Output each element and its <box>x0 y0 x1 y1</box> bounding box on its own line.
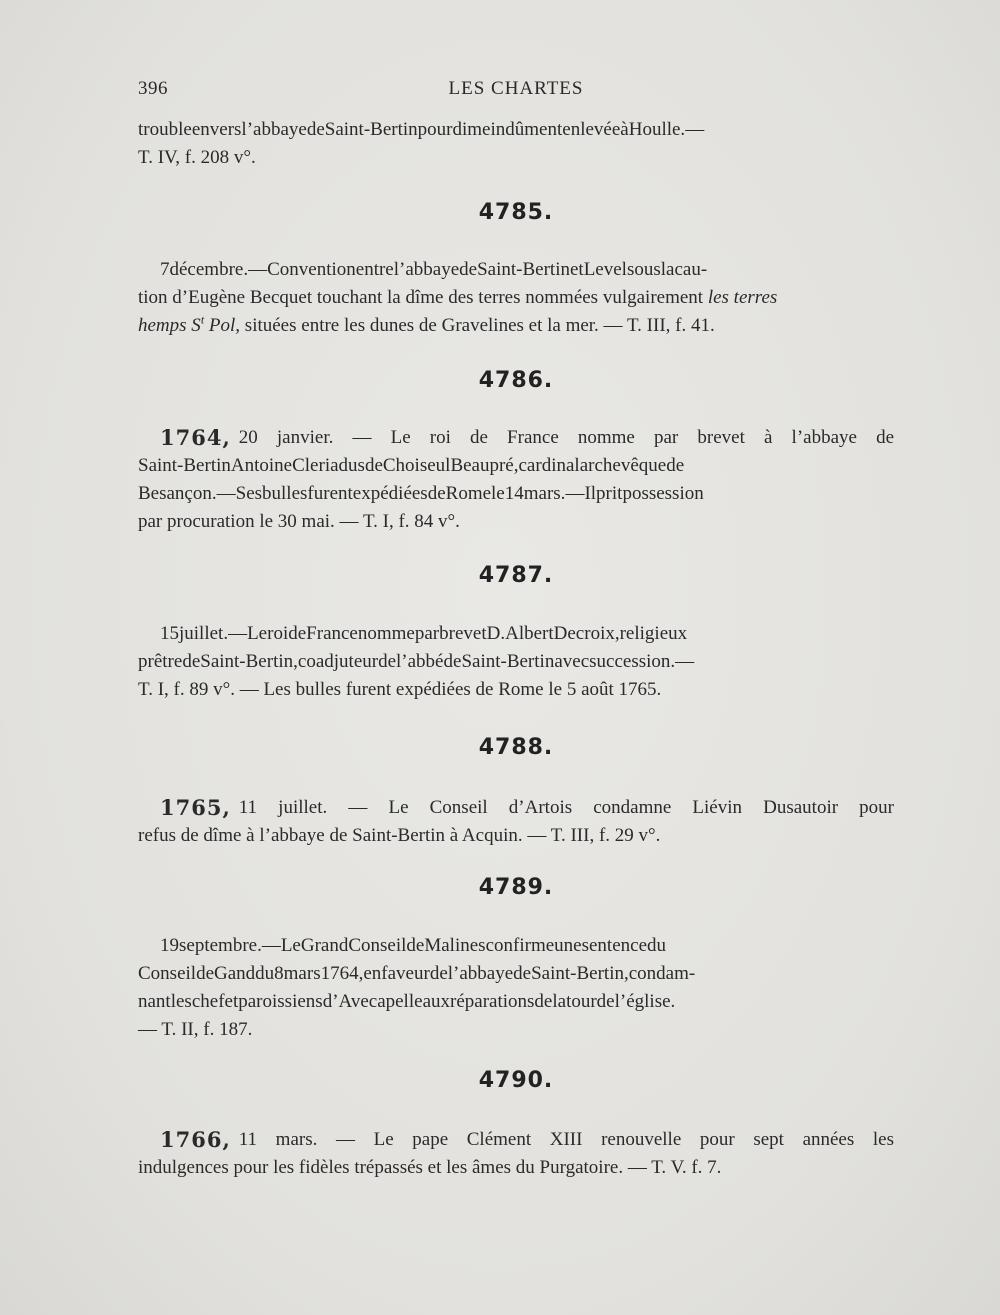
text-line: Saint-BertinAntoineCleriadusdeChoiseulBeaupré,cardinalarchevêquede <box>138 455 685 476</box>
text-line: par procuration le 30 mai. — T. I, f. 84 v°. <box>138 511 460 532</box>
text-line <box>138 424 894 452</box>
text-line <box>138 284 894 312</box>
page-number: 396 <box>138 78 168 99</box>
entry-number-4785: 4785. <box>478 200 554 225</box>
text-fragment: 11 juillet. — Le Conseil d’Artois condamne Liévin Dusautoir pour <box>238 797 894 818</box>
running-title: LES CHARTES <box>448 78 584 99</box>
entry-text-4790 <box>138 1126 894 1182</box>
text-fragment: 20 janvier. — Le roi de France nomme par brevet à l’abbaye de <box>238 427 894 448</box>
text-line: prêtredeSaint-Bertin,coadjuteurdel’abbédeSaint-Bertinavecsuccession.— <box>138 651 695 672</box>
year: 1765, <box>160 795 231 820</box>
entry-number-4786: 4786. <box>478 368 554 393</box>
text-line: refus de dîme à l’abbaye de Saint-Bertin à Acquin. — T. III, f. 29 v°. <box>138 825 661 846</box>
text-line <box>138 312 894 340</box>
year: 1766, <box>160 1127 231 1152</box>
entry-number-4790: 4790. <box>478 1068 554 1093</box>
year: 1764, <box>160 425 231 450</box>
text-line: 19septembre.—LeGrandConseildeMalinesconfirmeunesentencedu <box>160 935 666 956</box>
italic-term: hemps $S^t$ Pol, <box>138 312 241 336</box>
page-header <box>138 78 894 106</box>
text-line: troubleenversl’abbayedeSaint-BertinpourdimeindûmentenlevéeàHoulle.— <box>138 119 705 140</box>
text-line: Besançon.—SesbullesfurentexpédiéesdeRomele14mars.—Ilpritpossession <box>138 483 704 504</box>
entry-number-4788: 4788. <box>478 735 554 760</box>
continuation-paragraph <box>138 116 894 172</box>
entry-number-4789: 4789. <box>478 875 554 900</box>
text-fragment: situées entre les dunes de Gravelines et la mer. — T. III, f. 41. <box>244 315 715 336</box>
entry-text-4786 <box>138 424 894 536</box>
text-line <box>138 794 894 822</box>
text-line: — T. II, f. 187. <box>138 1019 253 1040</box>
text-line: indulgences pour les fidèles trépassés et les âmes du Purgatoire. — T. V. f. 7. <box>138 1157 722 1178</box>
entry-text-4785 <box>138 256 894 340</box>
entry-text-4789 <box>138 932 894 1044</box>
text-line: 15juillet.—LeroideFrancenommeparbrevetD.AlbertDecroix,religieux <box>160 623 688 644</box>
entry-number-4787: 4787. <box>478 563 554 588</box>
text-line: ConseildeGanddu8mars1764,enfaveurdel’abbayedeSaint-Bertin,condam- <box>138 963 696 984</box>
entry-text-4788 <box>138 794 894 850</box>
entry-text-4787 <box>138 620 894 704</box>
text-fragment: 11 mars. — Le pape Clément XIII renouvelle pour sept années les <box>238 1129 894 1150</box>
text-line <box>138 1126 894 1154</box>
text-line: 7décembre.—Conventionentrel’abbayedeSaint-BertinetLevelsouslacau- <box>160 259 708 280</box>
text-line: T. I, f. 89 v°. — Les bulles furent expédiées de Rome le 5 août 1765. <box>138 679 662 700</box>
text-line: T. IV, f. 208 v°. <box>138 147 256 168</box>
text-line: nantleschefetparoissiensd’Avecapelleauxréparationsdelatourdel’église. <box>138 991 676 1012</box>
text-fragment: tion d’Eugène Becquet touchant la dîme des terres nommées vulgairement <box>138 287 704 308</box>
italic-term: les terres <box>707 287 778 308</box>
